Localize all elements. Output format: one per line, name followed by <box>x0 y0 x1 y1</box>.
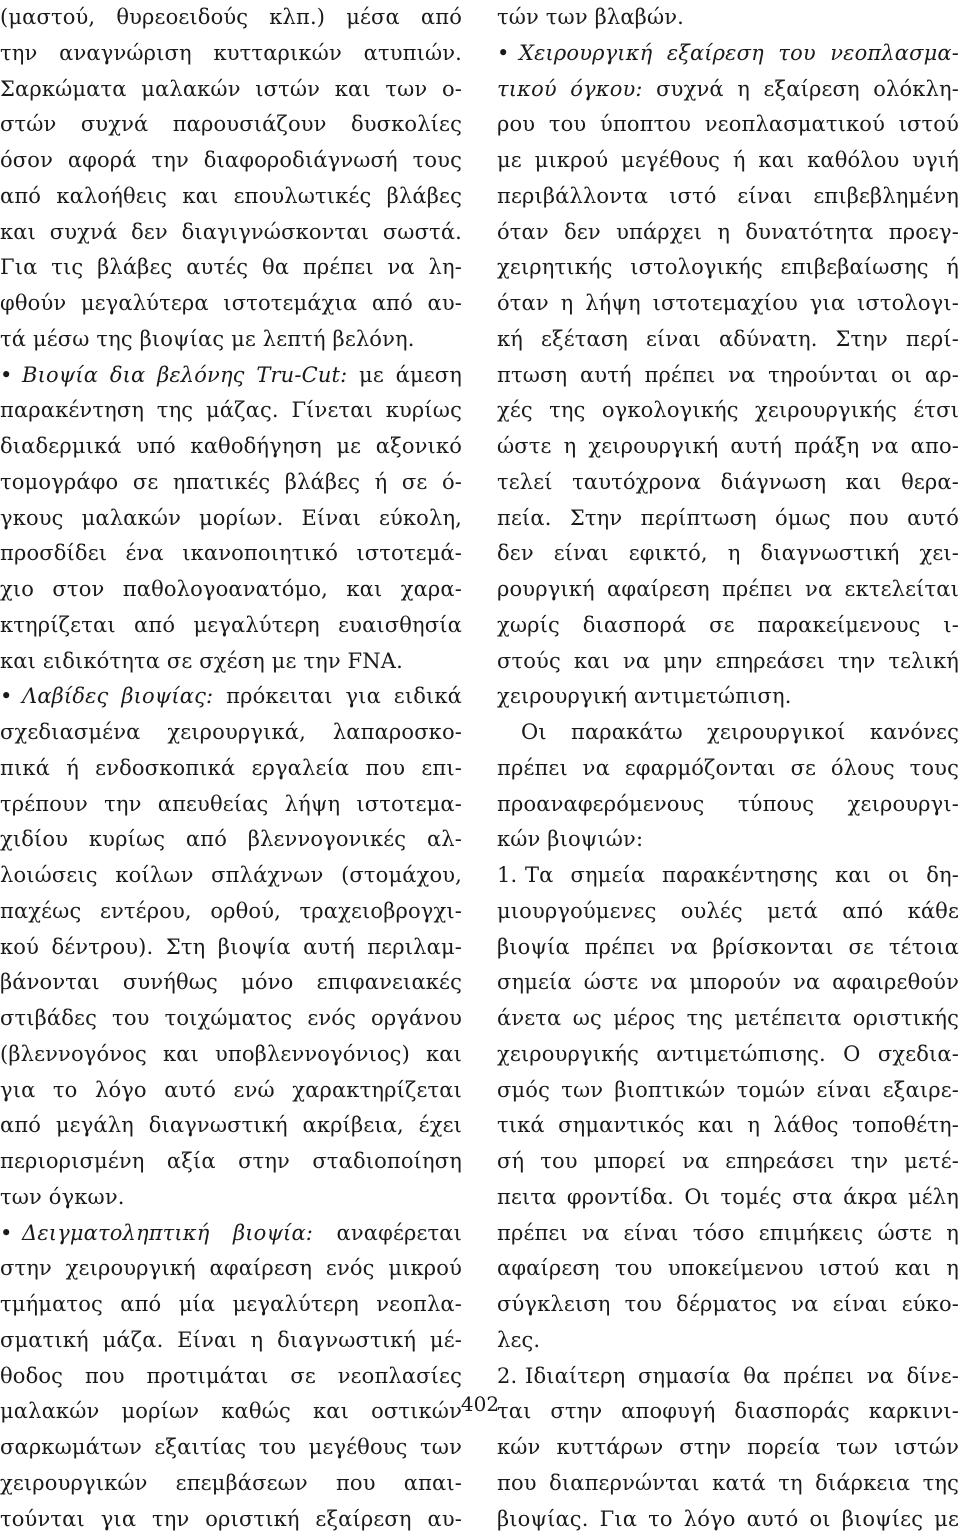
bullet-biopsy-forceps <box>0 679 462 1215</box>
text-line: στών συχνά παρουσιάζουν δυσκολίες <box>0 107 462 143</box>
text-line: κή εξέταση είναι αδύνατη. Στην περί- <box>497 322 959 358</box>
text-line: χειρουργικής αντιμετώπισης. Ο σχεδια- <box>497 1037 959 1073</box>
text-line: πρέπει να είναι τόσο επιμήκεις ώστε η <box>497 1216 959 1252</box>
text-line: περιορισμένη αξία στην σταδιοποίηση <box>0 1144 462 1180</box>
text-line <box>497 858 959 894</box>
text-line: Σαρκώματα μαλακών ιστών και των ο- <box>0 72 462 108</box>
text-line: όταν η λήψη ιστοτεμαχίου για ιστολογι- <box>497 286 959 322</box>
left-column <box>0 0 462 1537</box>
text-line: πειτα φροντίδα. Οι τομές στα άκρα μέλη <box>497 1180 959 1216</box>
text-line: σή του μπορεί να επηρεάσει την μετέ- <box>497 1144 959 1180</box>
text-line: κών βιοψιών: <box>497 822 959 858</box>
text-line: αφαίρεση του υποκείμενου ιστού και η <box>497 1251 959 1287</box>
text-line: κτηρίζεται από μεγαλύτερη ευαισθησία <box>0 608 462 644</box>
text-line: τικά σημαντικός και η λάθος τοποθέτη- <box>497 1108 959 1144</box>
text-line: βάνονται συνήθως μόνο επιφανειακές <box>0 965 462 1001</box>
text-line: όταν δεν υπάρχει η δυνατότητα προεγ- <box>497 215 959 251</box>
text-line <box>0 1216 462 1252</box>
text-line: στην χειρουργική αφαίρεση ενός μικρού <box>0 1251 462 1287</box>
numbered-item-1 <box>497 858 959 1359</box>
text-line: άνετα ως μέρος της μετέπειτα οριστικής <box>497 1001 959 1037</box>
text-line: τμήματος από μία μεγαλύτερη νεοπλα- <box>0 1287 462 1323</box>
text-line: στιβάδες του τοιχώματος ενός οργάνου <box>0 1001 462 1037</box>
text-line <box>497 72 959 108</box>
text-line: σχεδιασμένα χειρουργικά, λαπαροσκο- <box>0 715 462 751</box>
text-line: από καλοήθεις και επουλωτικές βλάβες <box>0 179 462 215</box>
text-line: από μεγάλη διαγνωστική ακρίβεια, έχει <box>0 1108 462 1144</box>
bullet-surgical-excision <box>497 36 959 715</box>
item-number: 2. <box>497 1359 525 1395</box>
paragraph-intro <box>0 0 462 358</box>
text-line: βιοψία πρέπει να βρίσκονται σε τέτοια <box>497 930 959 966</box>
text-line: την αναγνώριση κυτταρικών ατυπιών. <box>0 36 462 72</box>
text-line: μαλακών μορίων καθώς και οστικών <box>0 1394 462 1430</box>
text-line: τά μέσω της βιοψίας με λεπτή βελόνη. <box>0 322 462 358</box>
text-line <box>0 679 462 715</box>
bullet-term: Βιοψία δια βελόνης Tru-Cut: <box>22 363 347 387</box>
text-line: λοιώσεις κοίλων σπλάχνων (στομάχου, <box>0 858 462 894</box>
text-line: παρακέντηση της μάζας. Γίνεται κυρίως <box>0 393 462 429</box>
bullet-icon: • <box>0 358 22 394</box>
text-line: πρέπει να εφαρμόζονται σε όλους τους <box>497 751 959 787</box>
numbered-item-2 <box>497 1359 959 1537</box>
text-line: χειρουργικών επεμβάσεων που απαι- <box>0 1466 462 1502</box>
page-number: 402 <box>0 1392 960 1416</box>
text-line: τελεί ταυτόχρονα διάγνωση και θερα- <box>497 465 959 501</box>
text-line: σημεία ώστε να μπορούν να αφαιρεθούν <box>497 965 959 1001</box>
right-column <box>497 0 959 1537</box>
bullet-term: Χειρουργική εξαίρεση του νεοπλασμα- <box>519 41 959 65</box>
text-line: κών κυττάρων στην πορεία των ιστών <box>497 1430 959 1466</box>
item-text: Τα σημεία παρακέντησης και οι δη- <box>525 863 959 887</box>
text-line: πτωση αυτή πρέπει να τηρούνται οι αρ- <box>497 358 959 394</box>
text-line: κού δέντρου). Στη βιοψία αυτή περιλαμ- <box>0 930 462 966</box>
text-line: χειρητικής ιστολογικής επιβεβαίωσης ή <box>497 250 959 286</box>
text-line: και συχνά δεν διαγιγνώσκονται σωστά. <box>0 215 462 251</box>
text-line: όσον αφορά την διαφοροδιάγνωσή τους <box>0 143 462 179</box>
text-line: χιδίου κυρίως από βλεννογονικές αλ- <box>0 822 462 858</box>
text-line: ρου του ύποπτου νεοπλασματικού ιστού <box>497 107 959 143</box>
text-line: δεν είναι εφικτό, η διαγνωστική χει- <box>497 536 959 572</box>
bullet-text: αναφέρεται <box>313 1221 462 1245</box>
text-line: των όγκων. <box>0 1180 462 1216</box>
text-line: χειρουργική αντιμετώπιση. <box>497 679 959 715</box>
bullet-incisional-biopsy <box>0 1216 462 1537</box>
bullet-icon: • <box>497 36 519 72</box>
bullet-trucut-biopsy <box>0 358 462 680</box>
bullet-text: πρόκειται για ειδικά <box>213 684 462 708</box>
text-line: τομογράφο σε ηπατικές βλάβες ή σε ό- <box>0 465 462 501</box>
text-line: στούς και να μην επηρεάσει την τελική <box>497 644 959 680</box>
text-line: γκους μαλακών μορίων. Είναι εύκολη, <box>0 501 462 537</box>
text-line: (μαστού, θυρεοειδούς κλπ.) μέσα από <box>0 0 462 36</box>
text-line: χές της ογκολογικής χειρουργικής έτσι <box>497 393 959 429</box>
text-line: σμός των βιοπτικών τομών είναι εξαιρε- <box>497 1073 959 1109</box>
text-line: τών των βλαβών. <box>497 0 959 36</box>
text-line: που διαπερνώνται κατά τη διάρκεια της <box>497 1466 959 1502</box>
item-text: Ιδιαίτερη σημασία θα πρέπει να δίνε- <box>525 1364 959 1388</box>
text-line: για το λόγο αυτό ενώ χαρακτηρίζεται <box>0 1073 462 1109</box>
item-number: 1. <box>497 858 525 894</box>
text-line: ρουργική αφαίρεση πρέπει να εκτελείται <box>497 572 959 608</box>
text-line: και ειδικότητα σε σχέση με την FNA. <box>0 644 462 680</box>
text-line: χωρίς διασπορά σε παρακείμενους ι- <box>497 608 959 644</box>
text-line: χιο στον παθολογοανατόμο, και χαρα- <box>0 572 462 608</box>
bullet-text: συχνά η εξαίρεση ολόκλη- <box>643 77 959 101</box>
text-line: παχέως εντέρου, ορθού, τραχειοβρογχι- <box>0 894 462 930</box>
text-line: μιουργούμενες ουλές μετά από κάθε <box>497 894 959 930</box>
text-line: ται στην αποφυγή διασποράς καρκινι- <box>497 1394 959 1430</box>
bullet-term: Δειγματοληπτική βιοψία: <box>22 1221 313 1245</box>
text-line: σματική μάζα. Είναι η διαγνωστική μέ- <box>0 1323 462 1359</box>
text-line: σύγκλειση του δέρματος να είναι εύκο- <box>497 1287 959 1323</box>
text-line: λες. <box>497 1323 959 1359</box>
text-line <box>0 358 462 394</box>
text-line: προσδίδει ένα ικανοποιητικό ιστοτεμά- <box>0 536 462 572</box>
text-line: προαναφερόμενους τύπους χειρουργι- <box>497 787 959 823</box>
bullet-text: με άμεση <box>347 363 462 387</box>
bullet-icon: • <box>0 679 22 715</box>
text-line: διαδερμικά υπό καθοδήγηση με αξονικό <box>0 429 462 465</box>
text-line: ώστε η χειρουργική αυτή πράξη να απο- <box>497 429 959 465</box>
paragraph-surgical-rules <box>497 715 959 858</box>
text-line: Οι παρακάτω χειρουργικοί κανόνες <box>497 715 959 751</box>
text-line <box>497 36 959 72</box>
text-line: βιοψίας. Για το λόγο αυτό οι βιοψίες με <box>497 1502 959 1537</box>
bullet-term: τικού όγκου: <box>497 77 643 101</box>
text-line: τρέπουν την απευθείας λήψη ιστοτεμα- <box>0 787 462 823</box>
text-line: σαρκωμάτων εξαιτίας του μεγέθους των <box>0 1430 462 1466</box>
text-line: φθούν μεγαλύτερα ιστοτεμάχια από αυ- <box>0 286 462 322</box>
bullet-icon: • <box>0 1216 22 1252</box>
text-line: πεία. Στην περίπτωση όμως που αυτό <box>497 501 959 537</box>
text-line: Για τις βλάβες αυτές θα πρέπει να λη- <box>0 250 462 286</box>
text-line: (βλεννογόνος και υποβλεννογόνιος) και <box>0 1037 462 1073</box>
bullet-term: Λαβίδες βιοψίας: <box>22 684 213 708</box>
text-line: τούνται για την οριστική εξαίρεση αυ- <box>0 1502 462 1537</box>
text-line: με μικρού μεγέθους ή και καθόλου υγιή <box>497 143 959 179</box>
text-line: πικά ή ενδοσκοπικά εργαλεία που επι- <box>0 751 462 787</box>
text-line: περιβάλλοντα ιστό είναι επιβεβλημένη <box>497 179 959 215</box>
text-line: θοδος που προτιμάται σε νεοπλασίες <box>0 1359 462 1395</box>
text-line <box>497 1359 959 1395</box>
